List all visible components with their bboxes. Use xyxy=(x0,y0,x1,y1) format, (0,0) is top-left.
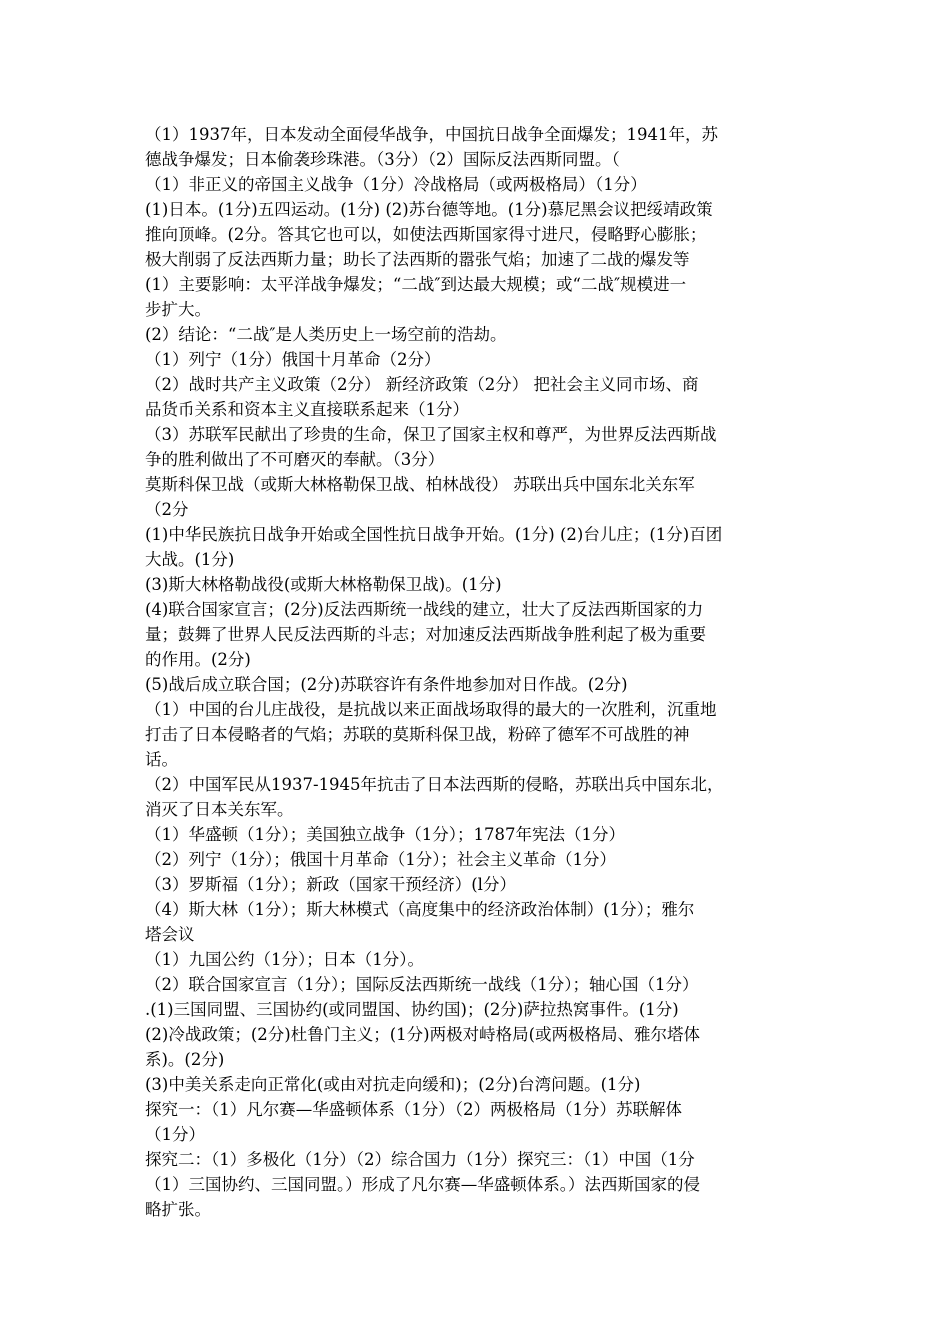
text-line: (2）结论：“二战″是人类历史上一场空前的浩劫。 xyxy=(145,325,507,344)
text-line: （2）列宁（1分）；俄国十月革命（1分）；社会主义革命（1分） xyxy=(145,850,616,869)
text-line: （2）中国军民从1937-1945年抗击了日本法西斯的侵略，苏联出兵中国东北， xyxy=(145,775,724,794)
text-line: 探究一：（1）凡尔赛—华盛顿体系（1分）（2）两极格局（1分）苏联解体 xyxy=(145,1100,682,1119)
text-line: (3)中美关系走向正常化(或由对抗走向缓和)；(2分)台湾问题。(1分) xyxy=(145,1075,641,1094)
text-line: （3）罗斯福（1分）；新政（国家干预经济）(l分） xyxy=(145,875,516,894)
text-line: 探究二：（1）多极化（1分）（2）综合国力（1分）探究三：（1）中国（1分 xyxy=(145,1150,695,1169)
text-line: .(1)三国同盟、三国协约(或同盟国、协约国)；(2分)萨拉热窝事件。(1分) xyxy=(145,1000,679,1019)
text-line: （2）联合国家宣言（1分）；国际反法西斯统一战线（1分）；轴心国（1分） xyxy=(145,975,699,994)
text-line: （4）斯大林（1分）；斯大林模式（高度集中的经济政治体制）(1分）；雅尔 xyxy=(145,900,695,919)
text-line: 系)。(2分) xyxy=(145,1050,225,1069)
text-line: （1分） xyxy=(145,1125,205,1144)
document-body xyxy=(145,122,817,1222)
text-line: 极大削弱了反法西斯力量；助长了法西斯的嚣张气焰；加速了二战的爆发等 xyxy=(145,250,690,269)
text-line: （1）华盛顿（1分）；美国独立战争（1分）；1787年宪法（1分） xyxy=(145,825,625,844)
text-line: 话。 xyxy=(145,750,178,769)
text-line: 量；鼓舞了世界人民反法西斯的斗志；对加速反法西斯战争胜利起了极为重要 xyxy=(145,625,706,644)
text-line: （2分 xyxy=(145,500,189,519)
text-line: （1）列宁（1分）俄国十月革命（2分） xyxy=(145,350,441,369)
text-line: （1）非正义的帝国主义战争（1分）冷战格局（或两极格局）（1分） xyxy=(145,175,647,194)
text-line: （1）九国公约（1分）；日本（1分）。 xyxy=(145,950,424,969)
text-line: (4)联合国家宣言；(2分)反法西斯统一战线的建立，壮大了反法西斯国家的力 xyxy=(145,600,704,619)
text-line: 打击了日本侵略者的气焰；苏联的莫斯科保卫战，粉碎了德军不可战胜的神 xyxy=(145,725,690,744)
text-line: （2）战时共产主义政策（2分） 新经济政策（2分） 把社会主义同市场、商 xyxy=(145,375,699,394)
text-line: 大战。(1分) xyxy=(145,550,235,569)
text-line: 消灭了日本关东军。 xyxy=(145,800,294,819)
text-line: 莫斯科保卫战（或斯大林格勒保卫战、柏林战役） 苏联出兵中国东北关东军 xyxy=(145,475,695,494)
text-line: 步扩大。 xyxy=(145,300,211,319)
text-line: (5)战后成立联合国；(2分)苏联容许有条件地参加对日作战。(2分) xyxy=(145,675,628,694)
text-line: 的作用。(2分) xyxy=(145,650,251,669)
text-line: （1）三国协约、三国同盟。）形成了凡尔赛—华盛顿体系。）法西斯国家的侵 xyxy=(145,1175,700,1194)
text-line: (1）主要影响：太平洋战争爆发；“二战″到达最大规模；或“二战″规模进一 xyxy=(145,275,687,294)
text-line: （1）中国的台儿庄战役，是抗战以来正面战场取得的最大的一次胜利，沉重地 xyxy=(145,700,717,719)
text-line: (1)中华民族抗日战争开始或全国性抗日战争开始。(1分) (2)台儿庄；(1分)百团 xyxy=(145,525,723,544)
text-line: 略扩张。 xyxy=(145,1200,211,1219)
text-line: (2)冷战政策；(2分)杜鲁门主义；(1分)两极对峙格局(或两极格局、雅尔塔体 xyxy=(145,1025,701,1044)
text-line: 德战争爆发；日本偷袭珍珠港。（3分）（2）国际反法西斯同盟。（ xyxy=(145,150,620,169)
text-line: (3)斯大林格勒战役(或斯大林格勒保卫战)。(1分) xyxy=(145,575,502,594)
text-line: （3）苏联军民献出了珍贵的生命，保卫了国家主权和尊严，为世界反法西斯战 xyxy=(145,425,717,444)
text-line: 推向顶峰。(2分。答其它也可以，如使法西斯国家得寸进尺，侵略野心膨胀； xyxy=(145,225,707,244)
text-line: 品货币关系和资本主义直接联系起来（1分） xyxy=(145,400,469,419)
text-line: (1)日本。(1分)五四运动。(1分) (2)苏台德等地。(1分)慕尼黑会议把绥靖政策 xyxy=(145,200,713,219)
text-line: 争的胜利做出了不可磨灭的奉献。（3分） xyxy=(145,450,445,469)
text-line: （1）1937年，日本发动全面侵华战争，中国抗日战争全面爆发；1941年，苏 xyxy=(145,125,718,144)
text-line: 塔会议 xyxy=(145,925,195,944)
